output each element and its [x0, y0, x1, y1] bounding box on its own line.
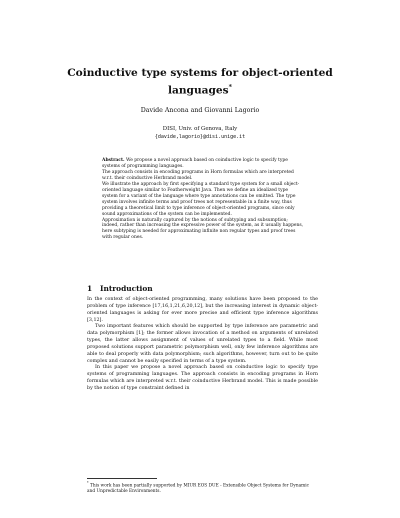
- section-number: 1: [87, 284, 93, 293]
- abstract-paragraph: [102, 158, 304, 170]
- abstract-block: [102, 158, 304, 241]
- footnote-rule: [87, 478, 157, 479]
- author-email: {davide,lagorio}@disi.unige.it: [154, 133, 246, 140]
- affiliation-text: DISI, Univ. of Genova, Italy: [162, 126, 238, 132]
- abstract-paragraph: We illustrate the approach by first specifying a standard type system for a small object-oriented language similar to Featherweight Java. Then we define an idealized type system for a variant of the language where type annotations can be omitted. The type system involves infinite terms and proof trees not representable in a finite way, thus providing a theoretical limit to type inference of object-oriented programs, since only sound approximations of the system can be implemented.: [102, 181, 300, 217]
- footnote-text: This work has been partially supported by MIUR EOS DUE - Extensible Object Systems for Dynamic and Unpredictable Environments.: [87, 483, 309, 495]
- abstract-paragraph: The approach consists in encoding programs in Horn formulas which are interpreted w.r.t. their coinductive Herbrand model.: [102, 169, 294, 181]
- body-paragraph: Two important features which should be supported by type inference are parametric and data polymorphism [1]; the former allows invocation of a method on arguments of unrelated types, the latter allows assignment of values of unrelated types to a field. While most proposed solutions support parametric polymorphism well, only few inference algorithms are able to deal properly with data polymorphism; such algorithms, however, turn out to be quite complex and cannot be easily specified in terms of a type system.: [87, 324, 318, 364]
- body-paragraph: In the context of object-oriented programming, many solutions have been proposed to the problem of type inference [17,16,1,21,6,20,12], but the increasing interest in dynamic object-oriented languages is asking for ever more precise and efficient type inference algorithms [3,12].: [87, 297, 318, 323]
- title-footnote-mark: *: [228, 83, 233, 91]
- abstract-paragraph-text: We propose a novel approach based on coinductive logic to specify type systems of programming languages.: [102, 158, 288, 169]
- paper-authors: Davide Ancona and Giovanni Lagorio: [140, 107, 260, 114]
- abstract-label: Abstract.: [102, 158, 125, 163]
- footnote: [87, 481, 318, 495]
- footnote-mark: *: [87, 481, 89, 485]
- section-heading: [87, 284, 317, 294]
- section-title: Introduction: [100, 284, 153, 293]
- paper-title: [40, 66, 360, 98]
- author-affiliation: [40, 126, 360, 141]
- paper-title-text: Coinductive type systems for object-oriented languages: [67, 67, 333, 97]
- body-paragraph: In this paper we propose a novel approach based on coinductive logic to specify type systems of programming languages. The approach consists in encoding programs in Horn formulas which are interpreted w.r.t. their coinductive Herbrand model. This is made possible by the notion of type constraint defined in: [87, 365, 318, 391]
- abstract-paragraph: Approximation is naturally captured by the notions of subtyping and subsumption; indeed, rather than increasing the expressive power of the system, as it usually happens, here subtyping is needed for approximating infinite non regular types and proof trees with regular ones.: [102, 217, 304, 241]
- body-text: [87, 297, 318, 393]
